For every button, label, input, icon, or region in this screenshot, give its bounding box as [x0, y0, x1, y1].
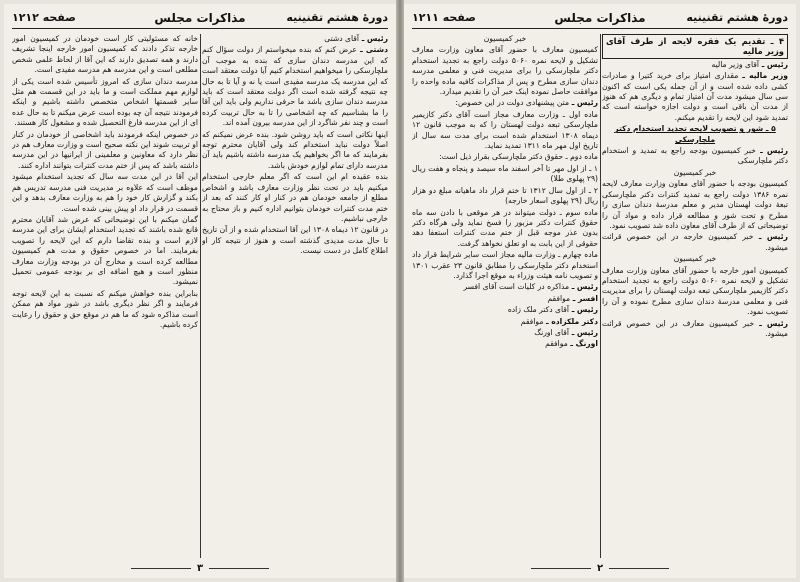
speech-text: مذاکره در کلیات است آقای افسر	[463, 282, 570, 292]
speaker-name: رئیس ـ	[569, 327, 598, 337]
body-paragraph: کمیسیون امور خارجه با حضور آقای معاون وزارت معارف تشکیل و لایحه نمره ۵۰۶۰ دولت راجع به تجدید استخدام دکتر کازیمیر ملچارسکی تبعه دولت لهستان را برای مدیریت فنی و معلمی مدرسهٔ دندان سازی مطرح نموده و آن را تصویب نمود.	[602, 265, 788, 317]
speech-text: خبر کمیسیون بودجه راجع به تمدید و استخدام دکتر ملچارسکی	[602, 146, 788, 166]
left-page-right-column	[202, 34, 388, 558]
speaker-name: افسر ـ	[570, 293, 598, 303]
speaker-paragraph	[602, 60, 788, 70]
speaker-name: رئیس ـ	[753, 232, 788, 242]
speaker-name: دکتر ملکزاده ـ	[543, 316, 598, 326]
body-paragraph: ماده سوم ـ دولت میتواند در هر موقعی با دادن سه ماه حقوق کنترات دکتر مزبور را فسخ نماید ولی هرگاه دکتر بدون عذر موجه قبل از ختم مدت کنترات استعفا دهد حقوقی از این بابت به او تعلق نخواهد گرفت.	[412, 207, 598, 248]
body-paragraph: ماده اول ـ وزارت معارف مجاز است آقای دکتر کازیمیر ملچارسکی تبعه دولت لهستان را که به موجب قانون ۱۲ دیماه ۱۳۰۸ استخدام شده است برای مدت سه سال از تاریخ اول مهر ماه ۱۳۱۱ تمدید نماید.	[412, 109, 598, 151]
speech-text: موافقم	[545, 339, 568, 349]
section-subheading: ۵ ـ شور و تصویب لایحه تجدید استخدام دکتر ملچارسکی	[614, 124, 776, 144]
speech-text: موافقم	[547, 293, 571, 303]
body-paragraph: بنده عقیده ام این است که اگر معلم خارجی استخدام میکنیم باید در تحت نظر وزارت معارف باشد و اشخاص مطلع از جامعه خودمان هم در کنار او کار کنند که بعد از ختم مدت کنترات خودمان بتوانیم اداره کنیم و باز محتاج به خارجی نباشیم.	[202, 172, 388, 223]
speech-text: متن پیشنهادی دولت در این خصوص:	[455, 98, 570, 108]
speech-text: آقای دشتی	[324, 34, 360, 43]
speaker-paragraph	[202, 34, 388, 44]
body-paragraph: در خصوص اینکه فرمودند باید اشخاصی از خودمان در کنار او تربیت شوند این نکته صحیح است و وزارت معارف هم در نظر دارد که معاونین و معلمینی از ایرانیها در این مدرسه داشته باشد که پس از ختم مدت کنترات بتوانند اداره کنند.	[12, 129, 198, 170]
speaker-paragraph	[602, 319, 788, 340]
right-header-page-number: صفحه ۱۲۱۱	[412, 11, 476, 24]
speech-text: خبر کمیسیون معارف در این خصوص قرائت میشود.	[602, 318, 788, 338]
speaker-paragraph	[602, 146, 788, 167]
speaker-paragraph	[202, 45, 388, 128]
speaker-name: وزیر مالیه ـ	[738, 71, 788, 81]
left-page-columns	[12, 34, 388, 558]
body-paragraph: ۱ ـ از اول مهر تا آخر اسفند ماه سیصد و پنجاه و هفت ریال (۲۹ پهلوی طلا)	[412, 163, 598, 184]
right-page-header	[412, 10, 788, 29]
left-page-header	[12, 10, 388, 29]
left-page-left-column	[12, 34, 198, 558]
right-page	[404, 4, 796, 578]
speaker-name: رئیس ـ	[754, 318, 788, 328]
body-paragraph: خانه که مسئولیتی کار است خودمان در کمیسیون امور خارجه تذکر دادند که کمیسیون امور خارجه اینجا تشریف دارند و همه تصدیق دارند که این آقا از لحاظ علمی شخص مطلعی است و این مدرسه هم مدرسه مفیدی است.	[12, 34, 198, 75]
speaker-paragraph	[412, 98, 598, 108]
speaker-paragraph	[412, 339, 598, 349]
body-paragraph: مدرسه دندان سازی که امروز تأسیس شده است یکی از لوازم مهم مملکت است و ما باید در این قسمت هم مثل سایر قسمتها اشخاص متخصص داشته باشیم و اینکه فرمودند نتیجه آن چه بوده است عرض میکنم تا به حال عده ای از این مدرسه فارغ التحصیل شده و مشغول کار هستند.	[12, 76, 198, 128]
left-header-title: مذاکرات مجلس	[154, 11, 246, 25]
speaker-name: رئیس ـ	[569, 305, 598, 315]
left-header-page-number: صفحه ۱۲۱۲	[12, 11, 76, 24]
column-divider	[600, 34, 601, 558]
left-header-session: دورهٔ هشتم تقنینیه	[286, 11, 388, 24]
body-paragraph: گمان میکنم با این توضیحاتی که عرض شد آقایان محترم قانع شده باشند که تجدید استخدام ایشان برای این مدرسه لازم است و بنده تقاضا دارم که این لایحه را تصویب بفرمایند. اما در خصوص حقوق و مدت هم کمیسیون مطالعه کرده است و مخارج آن در بودجه وزارت معارف منظور است و هیچ اضافه ای بر بودجه عمومی تحمیل نمیشود.	[12, 214, 198, 287]
right-header-session: دورهٔ هشتم تقنینیه	[686, 11, 788, 24]
speaker-paragraph	[412, 305, 598, 315]
speaker-name: رئیس ـ	[759, 59, 788, 69]
body-paragraph: کمیسیون معارف با حضور آقای معاون وزارت معارف تشکیل و لایحه نمره ۵۰۶۰ دولت راجع به تجدید استخدام دکتر ملچارسکی را برای مدیریت فنی و معلمی مدرسه دندان سازی مطرح و پس از مذاکرات کافیه ماده واحده را موافقت حاصل نموده اینک خبر آن را تقدیم میدارد.	[412, 45, 598, 97]
speaker-paragraph	[412, 294, 598, 304]
column-divider	[200, 34, 201, 558]
speech-text: آقای وزیر مالیه	[711, 59, 760, 69]
speech-text: عرض کنم که بنده میخواستم از دولت سؤال کنم که این مدرسه دندان سازی که بنده به موجب آن ملچارسکی را میخواهیم استخدام کنیم آیا دولت معتقد است که این مدرسه یک مدرسه مفیدی است یا نه و آیا تا به حال چه نتیجه گرفته شده است اگر دولت معتقد است که باید مدرسه دندان سازی باشد ما حرفی نداریم ولی باید این آقا را ما بشناسیم که چه اشخاصی را تا به حال تربیت کرده است و چند نفر شاگرد از این مدرسه بیرون آمده اند.	[202, 45, 388, 128]
body-paragraph: در قانون ۱۲ دیماه ۱۳۰۸ این آقا استخدام شده و از آن تاریخ تا حال مدت مدیدی گذشته است و هنوز از نتیجه کار او اطلاع کامل در دست نیست.	[202, 225, 388, 256]
speaker-name: رئیس ـ	[359, 34, 388, 43]
speaker-name: رئیس ـ	[755, 146, 788, 156]
speech-text: آقای دکتر ملک زاده	[507, 305, 570, 315]
book-gutter	[396, 0, 404, 582]
committee-report-heading: خبر کمیسیون	[483, 34, 527, 43]
speaker-paragraph	[412, 328, 598, 338]
agenda-item-title: ۴ ـ تقدیم یک فقره لایحه از طرف آقای وزیر مالیه	[602, 34, 788, 59]
left-folio-number: ۳	[196, 563, 204, 574]
speech-text: مقداری امتیاز برای خرید کتیرا و صادرات کشی داده شده است و از آن جمله یکی است که اکنون سی سال میشود مدت آن امتیاز تمام و دیگری هم که هنوز از مدت آن باقی است و دولت اجازه خواسته است که تمدید شود این لایحه را تقدیم میکنم.	[602, 71, 788, 122]
right-page-left-column	[412, 34, 598, 558]
body-paragraph: اینها نکاتی است که باید روشن شود. بنده عرض نمیکنم که اصلاً دولت نباید استخدام کند ولی آقایان محترم توجه بفرمایند که ما اگر بخواهیم یک مدرسه داشته باشیم باید آن مدرسه دارای تمام لوازم خودش باشد.	[202, 129, 388, 170]
body-paragraph: ماده چهارم ـ وزارت مالیه مجاز است سایر شرایط قرار داد استخدام دکتر ملچارسکی را مطابق قانون ۲۳ عقرب ۱۳۰۱ و تصویب نامه هیئت وزراء به موقع اجرا گذارد.	[412, 250, 598, 280]
body-paragraph: کمیسیون بودجه با حضور آقای معاون وزارت معارف لایحه نمره ۱۳۸۶ دولت راجع به تمدید کنترات دکتر ملچارسکی تبعهٔ دولت لهستان مدیر و معلم مدرسهٔ دندان سازی را مطرح و تحت شور و مطالعه قرار داده و مواد آن را توضیحاتی که از طرف آقای معاون داده شد تصویب نمود.	[602, 179, 788, 230]
speaker-paragraph	[602, 71, 788, 123]
speaker-paragraph	[412, 282, 598, 292]
speech-text: خبر کمیسیون خارجه در این خصوص قرائت میشود.	[602, 232, 788, 252]
speaker-paragraph	[602, 232, 788, 253]
body-paragraph: ۲ ـ از اول سال ۱۳۱۲ تا ختم قرار داد ماهیانه مبلغ دو هزار ریال (۲۹ پهلوی اسعار خارجه)	[412, 185, 598, 206]
body-paragraph: این آقا در این مدت سه سال که تجدید استخدام میشود موظف است که علاوه بر مدیریت فنی مدرسه تدریس هم بکند و گزارش کار خود را هم به وزارت معارف بدهد و این قسمت در قرار داد او پیش بینی شده است.	[12, 172, 198, 213]
committee-report-heading: خبر کمیسیون	[673, 167, 717, 177]
committee-report-heading: خبر کمیسیون	[673, 254, 717, 264]
speech-text: موافقم	[520, 316, 544, 326]
right-page-right-column	[602, 34, 788, 558]
speaker-name: دشتی ـ	[356, 45, 388, 55]
left-page-folio	[4, 563, 396, 574]
right-page-folio	[404, 563, 796, 574]
speech-text: آقای اورنگ	[534, 327, 570, 337]
right-page-columns	[412, 34, 788, 558]
body-paragraph: بنابراین بنده خواهش میکنم که نسبت به این لایحه توجه فرمایند و اگر نظر دیگری باشد در شور مواد هم ممکن است مذاکره شود که ما هم در موقع حق و حقوق را رعایت کرده باشیم.	[12, 288, 198, 329]
speaker-name: رئیس ـ	[569, 98, 598, 108]
left-page	[4, 4, 396, 578]
right-folio-number: ۲	[596, 563, 604, 574]
right-header-title: مذاکرات مجلس	[554, 11, 646, 25]
speaker-name: رئیس ـ	[569, 282, 598, 292]
body-paragraph: ماده دوم ـ حقوق دکتر ملچارسکی بقرار ذیل است:	[439, 152, 598, 162]
speaker-paragraph	[412, 317, 598, 327]
speaker-name: اورنگ ـ	[567, 339, 598, 349]
